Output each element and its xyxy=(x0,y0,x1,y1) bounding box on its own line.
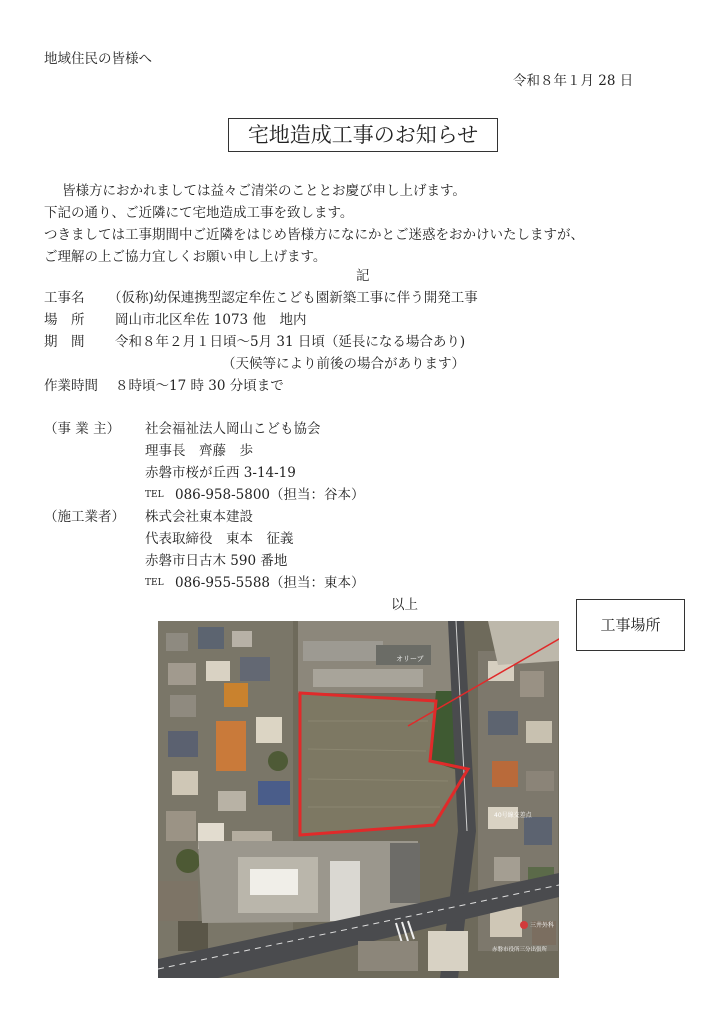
owner-org: 社会福祉法人岡山こども協会 xyxy=(145,421,321,437)
aerial-photo xyxy=(158,621,559,978)
owner-tel-mark: TEL xyxy=(145,490,164,500)
owner-tel: 086-958-5800（担当：谷本） xyxy=(175,487,365,503)
location-label: 場 所 xyxy=(44,312,85,328)
work-hours-label: 作業時間 xyxy=(44,378,98,394)
map-pin-icon xyxy=(520,921,528,929)
contractor-tel-mark: TEL xyxy=(145,578,164,588)
map-label-clinic: 三井外科 xyxy=(530,922,555,929)
addressee: 地域住民の皆様へ xyxy=(44,51,152,67)
contractor-org: 株式会社東本建設 xyxy=(145,509,253,525)
contractor-tel: 086-955-5588（担当：東本） xyxy=(175,575,365,591)
owner-label: （事 業 主） xyxy=(44,421,121,437)
owner-person: 理事長 齊藤 歩 xyxy=(145,443,253,459)
contractor-address: 赤磐市日古木 590 番地 xyxy=(145,553,288,569)
construction-name-value: （仮称)幼保連携型認定牟佐こども園新築工事に伴う開発工事 xyxy=(108,290,478,306)
construction-name-label: 工事名 xyxy=(44,290,85,306)
body-line-1: 皆様方におかれましては益々ご清栄のこととお慶び申し上げます。 xyxy=(62,183,466,199)
site-callout-box: 工事場所 xyxy=(576,599,685,651)
map-label-intersection: 40号線交差点 xyxy=(494,812,532,819)
ki-heading: 記 xyxy=(356,268,370,284)
body-line-2: 下記の通り、ご近隣にて宅地造成工事を致します。 xyxy=(44,205,354,221)
aerial-site-map xyxy=(158,621,559,978)
location-value: 岡山市北区牟佐 1073 他 地内 xyxy=(115,312,307,328)
notice-title: 宅地造成工事のお知らせ xyxy=(228,118,498,152)
notice-date: 令和８年１月 28 日 xyxy=(513,73,634,89)
period-value: 令和８年２月１日頃〜5月 31 日頃（延長になる場合あり) xyxy=(115,334,466,350)
period-label: 期 間 xyxy=(44,334,85,350)
ijo-closing: 以上 xyxy=(391,597,418,613)
owner-address: 赤磐市桜が丘西 3-14-19 xyxy=(145,465,296,481)
contractor-label: （施工業者） xyxy=(44,509,125,525)
contractor-person: 代表取締役 東本 征義 xyxy=(145,531,294,547)
body-line-3: つきましては工事期間中ご近隣をはじめ皆様方になにかとご迷惑をおかけいたしますが、 xyxy=(44,227,584,243)
map-label-office: 赤磐市役所三分出張所 xyxy=(492,947,548,953)
building-label: オリーブ xyxy=(396,655,424,663)
body-line-4: ご理解の上ご協力宜しくお願い申し上げます。 xyxy=(44,249,327,265)
work-hours-value: ８時頃〜17 時 30 分頃まで xyxy=(115,378,284,394)
period-note: （天候等により前後の場合があります） xyxy=(222,356,465,372)
